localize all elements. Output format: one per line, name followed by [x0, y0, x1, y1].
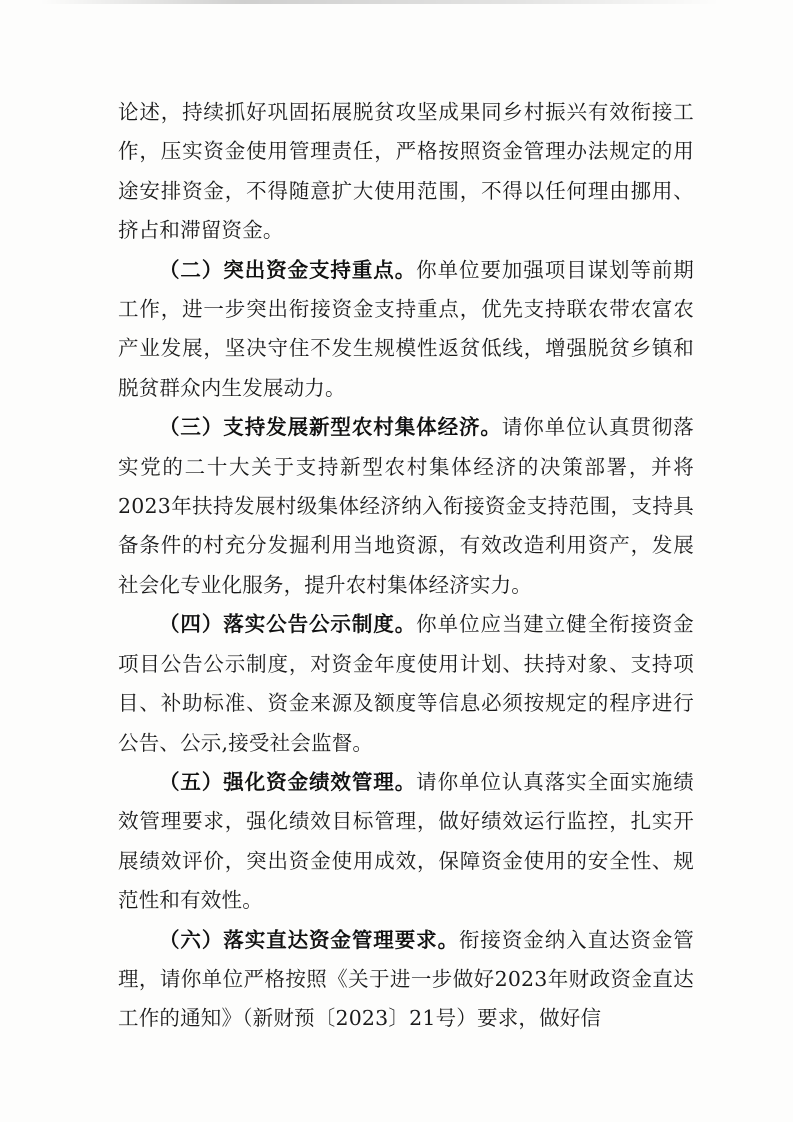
paragraph-continuation — [118, 93, 694, 251]
paragraph-3 — [118, 408, 694, 605]
paragraph-text: 请你单位认真贯彻落实党的二十大关于支持新型农村集体经济的决策部署，并将2023年扶持发展村级集体经济纳入衔接资金支持范围，支持具备条件的村充分发掘利用当地资源，有效改造利用资产，发展社会化专业化服务，提升农村集体经济实力。 — [118, 415, 694, 597]
paragraph-heading: （五）强化资金绩效管理。 — [159, 769, 417, 794]
paragraph-text: 你单位要加强项目谋划等前期工作，进一步突出衔接资金支持重点，优先支持联农带农富农产业发展，坚决守住不发生规模性返贫低线，增强脱贫乡镇和脱贫群众内生发展动力。 — [118, 257, 694, 400]
paragraph-6 — [118, 921, 694, 1039]
paragraph-text: 请你单位认真落实全面实施绩效管理要求，强化绩效目标管理，做好绩效运行监控，扎实开展绩效评价，突出资金使用成效，保障资金使用的安全性、规范性和有效性。 — [118, 769, 694, 913]
scan-top-edge — [40, 0, 720, 4]
paragraph-text: 衔接资金纳入直达资金管理，请你单位严格按照《关于进一步做好2023年财政资金直达工作的通知》（新财预〔2023〕21号）要求，做好信 — [118, 927, 694, 1031]
paragraph-5 — [118, 763, 694, 921]
paragraph-heading: （六）落实直达资金管理要求。 — [159, 927, 459, 952]
document-body — [118, 93, 694, 1039]
paragraph-heading: （四）落实公告公示制度。 — [159, 612, 417, 637]
paragraph-text: 论述，持续抓好巩固拓展脱贫攻坚成果同乡村振兴有效衔接工作，压实资金使用管理责任，严格按照资金管理办法规定的用途安排资金，不得随意扩大使用范围，不得以任何理由挪用、挤占和滞留资金。 — [118, 100, 694, 243]
paragraph-4 — [118, 605, 694, 763]
paragraph-heading: （三）支持发展新型农村集体经济。 — [159, 415, 502, 440]
paragraph-heading: （二）突出资金支持重点。 — [159, 257, 417, 282]
paragraph-text: 你单位应当建立健全衔接资金项目公告公示制度，对资金年度使用计划、扶持对象、支持项目、补助标准、资金来源及额度等信息必须按规定的程序进行公告、公示,接受社会监督。 — [118, 612, 694, 755]
paragraph-2 — [118, 251, 694, 409]
